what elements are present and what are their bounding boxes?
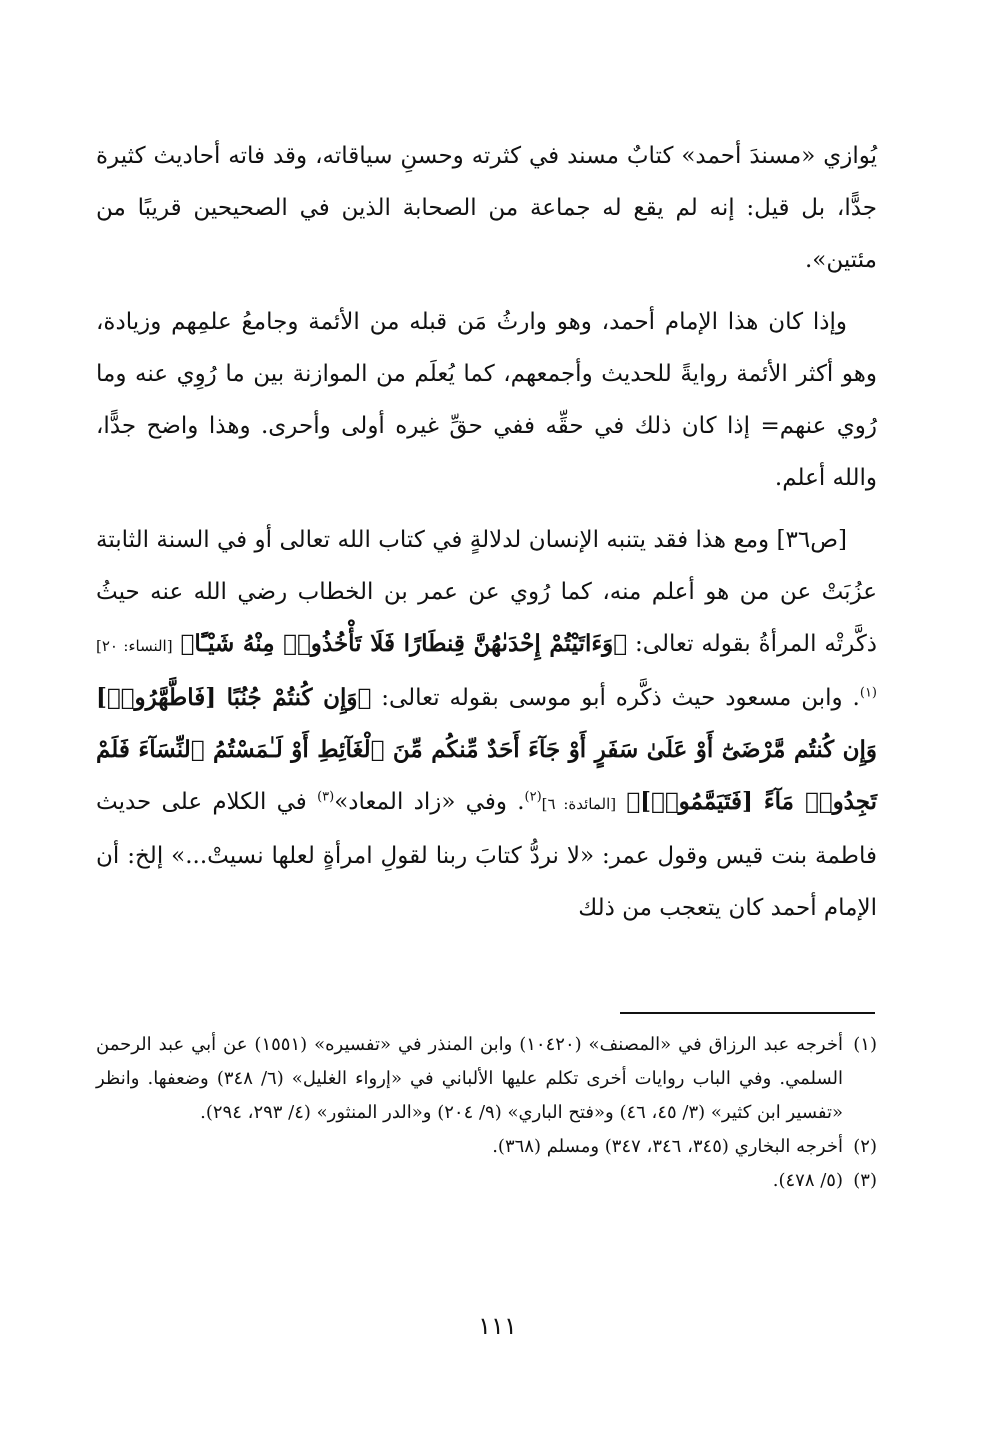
quran-verse-1: ﴿وَءَاتَيْتُمْ إِحْدَىٰهُنَّ قِنطَارًا فَلَا تَأْخُذُوا۟ مِنْهُ شَيْـًٔا﴾ (180, 630, 628, 657)
paragraph-3-part-c: . وفي «زاد المعاد» (334, 789, 525, 815)
footnote-3 (96, 1164, 877, 1198)
paragraph-3-part-b: . وابن مسعود حيث ذكَّره أبو موسى بقوله تعالى: (381, 685, 860, 711)
paragraph-3-part-d: في الكلام على حديث فاطمة بنت قيس وقول عمر: «لا نردُّ كتابَ ربنا لقولِ امرأةٍ لعلها نسيتْ...» إلخ: أن الإمام أحمد كان يتعجب من ذلك (96, 789, 877, 921)
footnote-number: (١) (853, 1034, 877, 1055)
main-text (96, 130, 877, 944)
footnote-text: (٥/ ٤٧٨). (772, 1170, 843, 1191)
page-number: ١١١ (478, 1312, 517, 1340)
paragraph-3 (96, 514, 877, 934)
footnote-text: أخرجه عبد الرزاق في «المصنف» (١٠٤٢٠) وابن المنذر في «تفسيره» (١٥٥١) عن أبي عبد الرحمن السلمي. وفي الباب روايات أخرى تكلم عليها الألباني في «إرواء الغليل» (٦/ ٣٤٨) وضعفها. وانظر «تفسير ابن كثير» (٣/ ٤٥، ٤٦) و«فتح الباري» (٩/ ٢٠٤) و«الدر المنثور» (٤/ ٢٩٣، ٢٩٤). (96, 1034, 844, 1123)
footnote-marker-1: (١) (859, 685, 877, 701)
footnote-number: (٣) (853, 1170, 877, 1191)
paragraph-2: وإذا كان هذا الإمام أحمد، وهو وارثُ مَن قبله من الأئمة وجامعُ علمِهم وزيادة، وهو أكثر الأئمة روايةً للحديث وأجمعهم، كما يُعلَم من الموازنة بين ما رُوِي عنه وما رُوي عنهم= إذا كان ذلك في حقِّه ففي حقِّ غيره أولى وأحرى. وهذا واضح جدًّا، والله أعلم. (96, 309, 877, 491)
quran-reference-2: [المائدة: ٦] (541, 795, 617, 813)
quran-verse-2: ﴿وَإِن كُنتُمْ جُنُبًا [فَاطَّهَّرُوا۟] وَإِن كُنتُم مَّرْضَىٰٓ أَوْ عَلَىٰ سَفَرٍ أَوْ جَآءَ أَحَدٌ مِّنكُم مِّنَ ٱلْغَآئِطِ أَوْ لَـٰمَسْتُمُ ٱلنِّسَآءَ فَلَمْ تَجِدُوا۟ مَآءً [فَتَيَمَّمُوا۟]﴾ (96, 684, 877, 815)
paragraph-3-part-a: [ص٣٦] ومع هذا فقد يتنبه الإنسان لدلالةٍ في كتاب الله تعالى أو في السنة الثابتة عزُبَتْ عن من هو أعلم منه، كما رُوي عن عمر بن الخطاب رضي الله عنه حيثُ ذكَّرتْه المرأةُ بقوله تعالى: (96, 527, 878, 657)
footnote-marker-2: (٢) (524, 789, 542, 805)
footnotes (96, 1028, 877, 1198)
footnote-2 (96, 1130, 877, 1164)
footnote-number: (٢) (853, 1136, 877, 1157)
paragraph-1: يُوازي «مسندَ أحمد» كتابٌ مسند في كثرته وحسنِ سياقاته، وقد فاته أحاديث كثيرة جدًّا، بل قيل: إنه لم يقع له جماعة من الصحابة الذين في الصحيحين قريبًا من مئتين». (96, 143, 877, 273)
footnote-1 (96, 1028, 877, 1130)
footnote-separator (620, 1012, 875, 1014)
quran-reference-1: [النساء: ٢٠] (96, 637, 173, 655)
footnote-marker-3: (٣) (317, 789, 335, 805)
footnote-text: أخرجه البخاري (٣٤٥، ٣٤٦، ٣٤٧) ومسلم (٣٦٨). (492, 1136, 843, 1157)
